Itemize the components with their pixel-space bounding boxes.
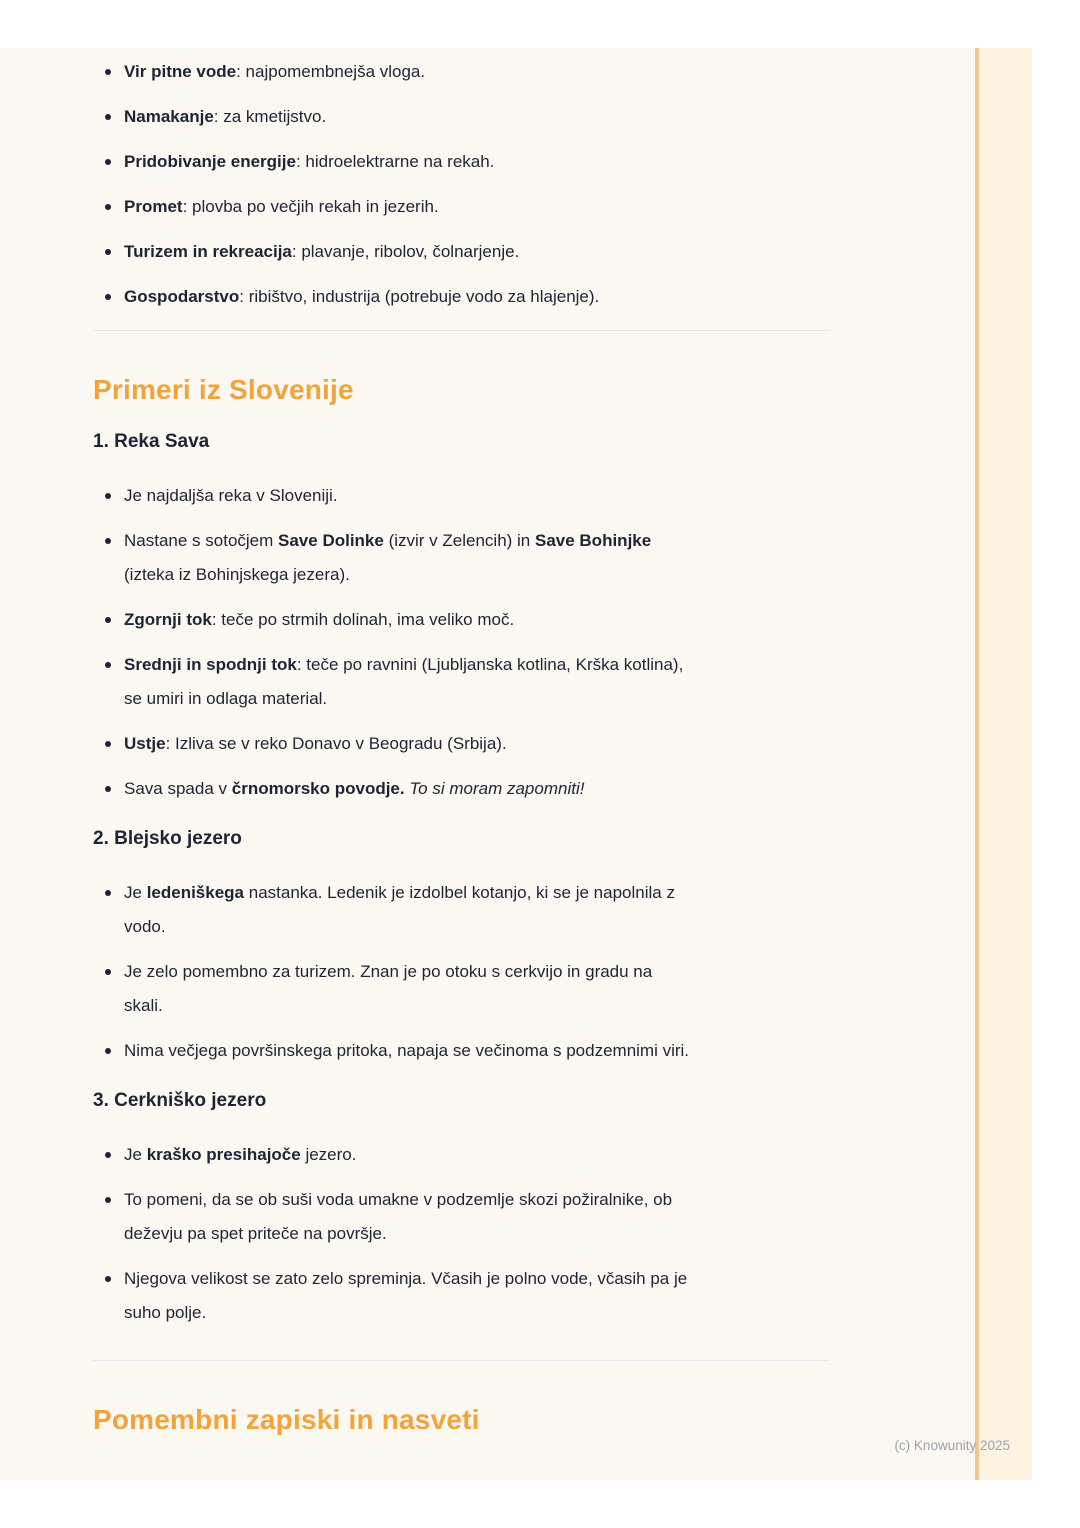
list-item: Promet: plovba po večjih rekah in jezerih. [93, 190, 830, 224]
list-item: Je najdaljša reka v Sloveniji. [93, 479, 830, 513]
list-item: Je zelo pomembno za turizem. Znan je po otoku s cerkvijo in gradu na skali. [93, 955, 830, 1023]
copyright-watermark: (c) Knowunity 2025 [894, 1438, 1010, 1453]
list-item: Nima večjega površinskega pritoka, napaja se večinoma s podzemnimi viri. [93, 1034, 830, 1068]
list-item: Nastane s sotočjem Save Dolinke (izvir v Zelencih) in Save Bohinjke (izteka iz Bohinjskega jezera). [93, 524, 830, 592]
section-title-primeri: Primeri iz Slovenije [93, 374, 354, 405]
water-uses-list [93, 55, 830, 314]
reka-sava-list [93, 479, 830, 806]
blejsko-jezero-list [93, 876, 830, 1068]
section-title-zapiski: Pomembni zapiski in nasveti [93, 1404, 480, 1435]
section-divider [93, 1360, 830, 1361]
notebook-margin-line [975, 48, 979, 1480]
section-divider [93, 330, 830, 331]
list-item: Vir pitne vode: najpomembnejša vloga. [93, 55, 830, 89]
list-item: Pridobivanje energije: hidroelektrarne na rekah. [93, 145, 830, 179]
page-content [93, 48, 830, 1439]
notebook-margin-strip [979, 48, 1032, 1480]
list-item: To pomeni, da se ob suši voda umakne v podzemlje skozi požiralnike, ob deževju pa spet priteče na površje. [93, 1183, 830, 1251]
cerknisko-jezero-list [93, 1138, 830, 1330]
list-item: Je kraško presihajoče jezero. [93, 1138, 830, 1172]
list-item: Ustje: Izliva se v reko Donavo v Beogradu (Srbija). [93, 727, 830, 761]
list-item: Je ledeniškega nastanka. Ledenik je izdolbel kotanjo, ki se je napolnila z vodo. [93, 876, 830, 944]
list-item: Namakanje: za kmetijstvo. [93, 100, 830, 134]
document-page [0, 48, 1032, 1480]
list-item: Njegova velikost se zato zelo spreminja. Včasih je polno vode, včasih pa je suho polje. [93, 1262, 830, 1330]
list-item: Gospodarstvo: ribištvo, industrija (potrebuje vodo za hlajenje). [93, 280, 830, 314]
list-item: Turizem in rekreacija: plavanje, ribolov, čolnarjenje. [93, 235, 830, 269]
list-item: Zgornji tok: teče po strmih dolinah, ima veliko moč. [93, 603, 830, 637]
subsection-heading-blejsko-jezero: 2. Blejsko jezero [93, 828, 242, 849]
subsection-heading-cerknisko-jezero: 3. Cerkniško jezero [93, 1090, 267, 1111]
list-item: Srednji in spodnji tok: teče po ravnini (Ljubljanska kotlina, Krška kotlina), se umiri in odlaga material. [93, 648, 830, 716]
list-item: Sava spada v črnomorsko povodje. To si moram zapomniti! [93, 772, 830, 806]
subsection-heading-reka-sava: 1. Reka Sava [93, 431, 210, 452]
